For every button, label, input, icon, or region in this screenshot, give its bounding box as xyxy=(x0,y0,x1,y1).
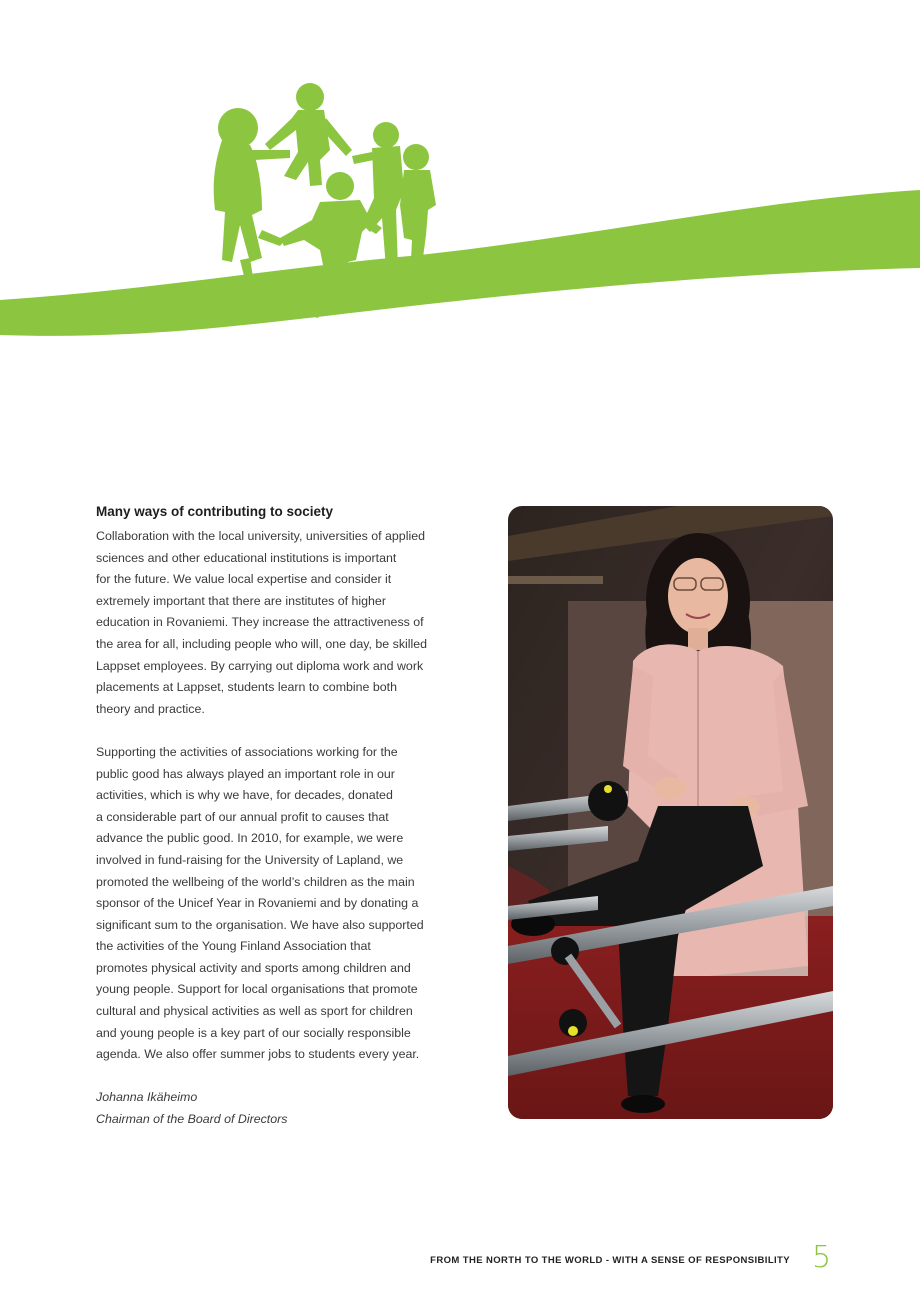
text-line: Lappset employees. By carrying out diploma work and work xyxy=(96,658,424,673)
portrait-photo xyxy=(508,506,833,1119)
text-line: activities, which is why we have, for decades, donated xyxy=(96,788,393,803)
text-line: and young people is a key part of our socially responsible xyxy=(96,1025,411,1040)
header-banner xyxy=(0,0,920,360)
text-line: involved in fund-raising for the University of Lapland, we xyxy=(96,852,404,867)
green-wave-banner xyxy=(0,190,920,336)
text-line: the area for all, including people who will, one day, be skilled xyxy=(96,636,428,651)
text-line: agenda. We also offer summer jobs to students every year. xyxy=(96,1047,420,1062)
text-line: education in Rovaniemi. They increase the attractiveness of xyxy=(96,615,424,630)
text-line: young people. Support for local organisations that promote xyxy=(96,982,418,997)
page-number: 5 xyxy=(812,1240,832,1275)
text-line: the activities of the Young Finland Association that xyxy=(96,939,371,954)
text-line: public good has always played an important role in our xyxy=(96,766,395,781)
paragraph-associations xyxy=(96,742,436,1066)
footer-tagline: FROM THE NORTH TO THE WORLD - WITH A SENSE OF RESPONSIBILITY xyxy=(430,1255,790,1266)
signature-title: Chairman of the Board of Directors xyxy=(96,1112,288,1127)
text-line: sponsor of the Unicef Year in Rovaniemi and by donating a xyxy=(96,896,419,911)
text-line: extremely important that there are institutes of higher xyxy=(96,593,386,608)
text-line: cultural and physical activities as well as sport for children xyxy=(96,1004,413,1019)
text-line: significant sum to the organisation. We have also supported xyxy=(96,917,424,932)
text-line: promotes physical activity and sports among children and xyxy=(96,960,411,975)
text-line: theory and practice. xyxy=(96,701,205,716)
text-line: advance the public good. In 2010, for example, we were xyxy=(96,831,404,846)
paragraph-collaboration xyxy=(96,526,436,720)
section-heading: Many ways of contributing to society xyxy=(96,504,334,519)
text-line: sciences and other educational institutions is important xyxy=(96,550,397,565)
article-text-column xyxy=(96,502,436,1131)
text-line: promoted the wellbeing of the world’s children as the main xyxy=(96,874,415,889)
text-line: for the future. We value local expertise and consider it xyxy=(96,572,392,587)
text-line: placements at Lappset, students learn to combine both xyxy=(96,680,398,695)
text-line: a considerable part of our annual profit to causes that xyxy=(96,809,389,824)
text-line: Supporting the activities of associations working for the xyxy=(96,744,398,759)
signature-name: Johanna Ikäheimo xyxy=(96,1090,198,1105)
portrait-illustration xyxy=(508,506,833,1119)
text-line: Collaboration with the local university, universities of applied xyxy=(96,529,425,543)
